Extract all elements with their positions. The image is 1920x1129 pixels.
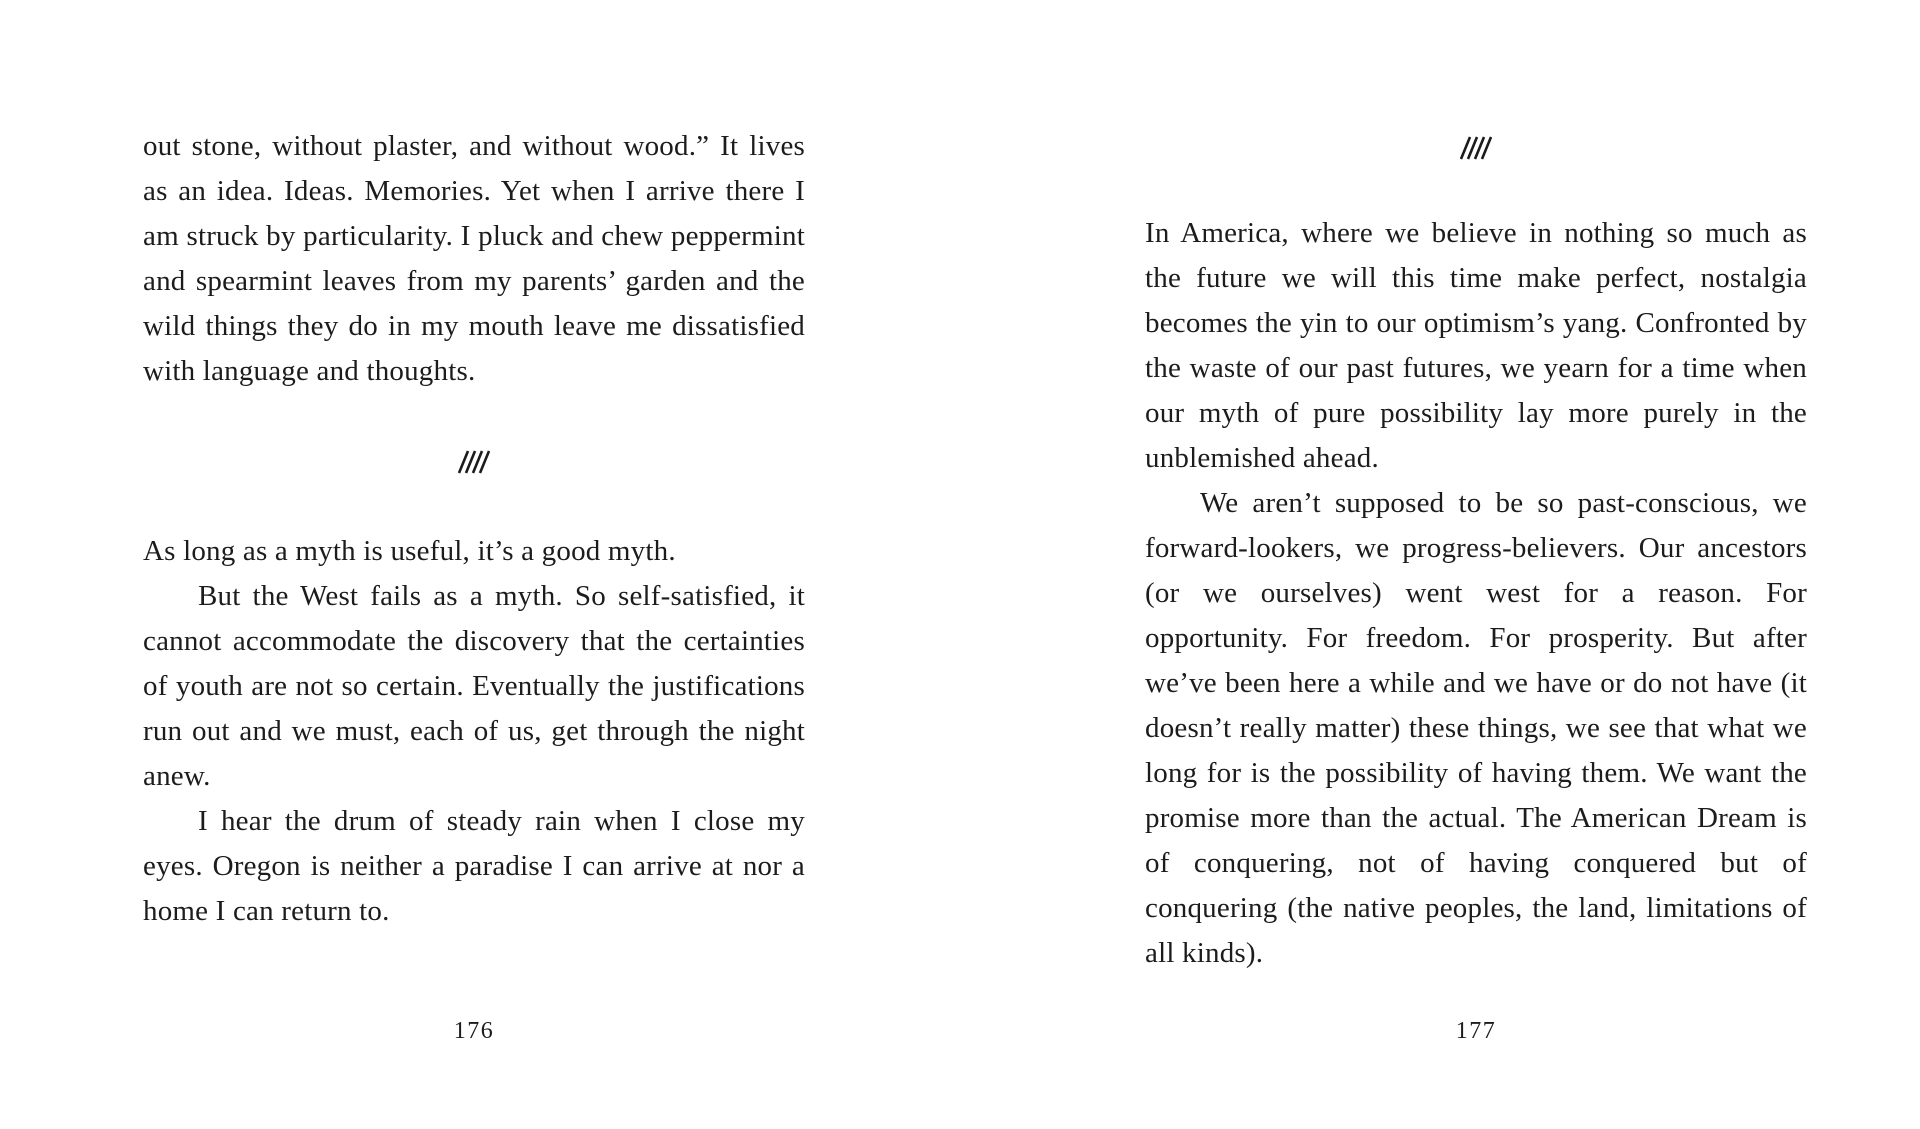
diagonal-hatch-icon [1460, 136, 1492, 160]
page-number: 176 [453, 1018, 495, 1044]
body-paragraph: But the West fails as a myth. So self-satisfied, it cannot accommodate the discovery that the certainties of youth are not so certain. Eventually the justifications run out and we must, each of us, get through the night anew. [143, 580, 805, 792]
section-break-ornament [1145, 125, 1807, 170]
body-paragraph: We aren’t supposed to be so past-conscious, we forward-lookers, we progress-believers. Our ancestors (or we ourselves) went west for a reason. For opportunity. For freedom. For prosperity. But after we’ve been here a while and we have or do not have (it doesn’t really matter) these things, we see that what we long for is the possibility of having them. We want the promise more than the actual. The American Dream is of conquering, not of having conquered but of conquering (the native peoples, the land, limitations of all kinds). [1145, 487, 1807, 969]
body-paragraph: I hear the drum of steady rain when I close my eyes. Oregon is neither a paradise I can arrive at nor a home I can return to. [143, 805, 805, 927]
diagonal-hatch-icon [458, 450, 490, 474]
body-paragraph: In America, where we believe in nothing so much as the future we will this time make perfect, nostalgia becomes the yin to our optimism’s yang. Confronted by the waste of our past futures, we yearn for a time when our myth of pure possibility lay more purely in the unblemished ahead. [1145, 217, 1807, 474]
page-number: 177 [1455, 1018, 1497, 1044]
section-break-ornament [143, 439, 805, 484]
page-right [1145, 125, 1807, 976]
body-paragraph: As long as a myth is useful, it’s a good myth. [143, 535, 676, 567]
page-left [143, 124, 805, 934]
body-paragraph: out stone, without plaster, and without wood.” It lives as an idea. Ideas. Memories. Yet when I arrive there I am struck by particularity. I pluck and chew peppermint and spearmint leaves from my parents’ garden and the wild things they do in my mouth leave me dissatisfied with language and thoughts. [143, 130, 805, 387]
